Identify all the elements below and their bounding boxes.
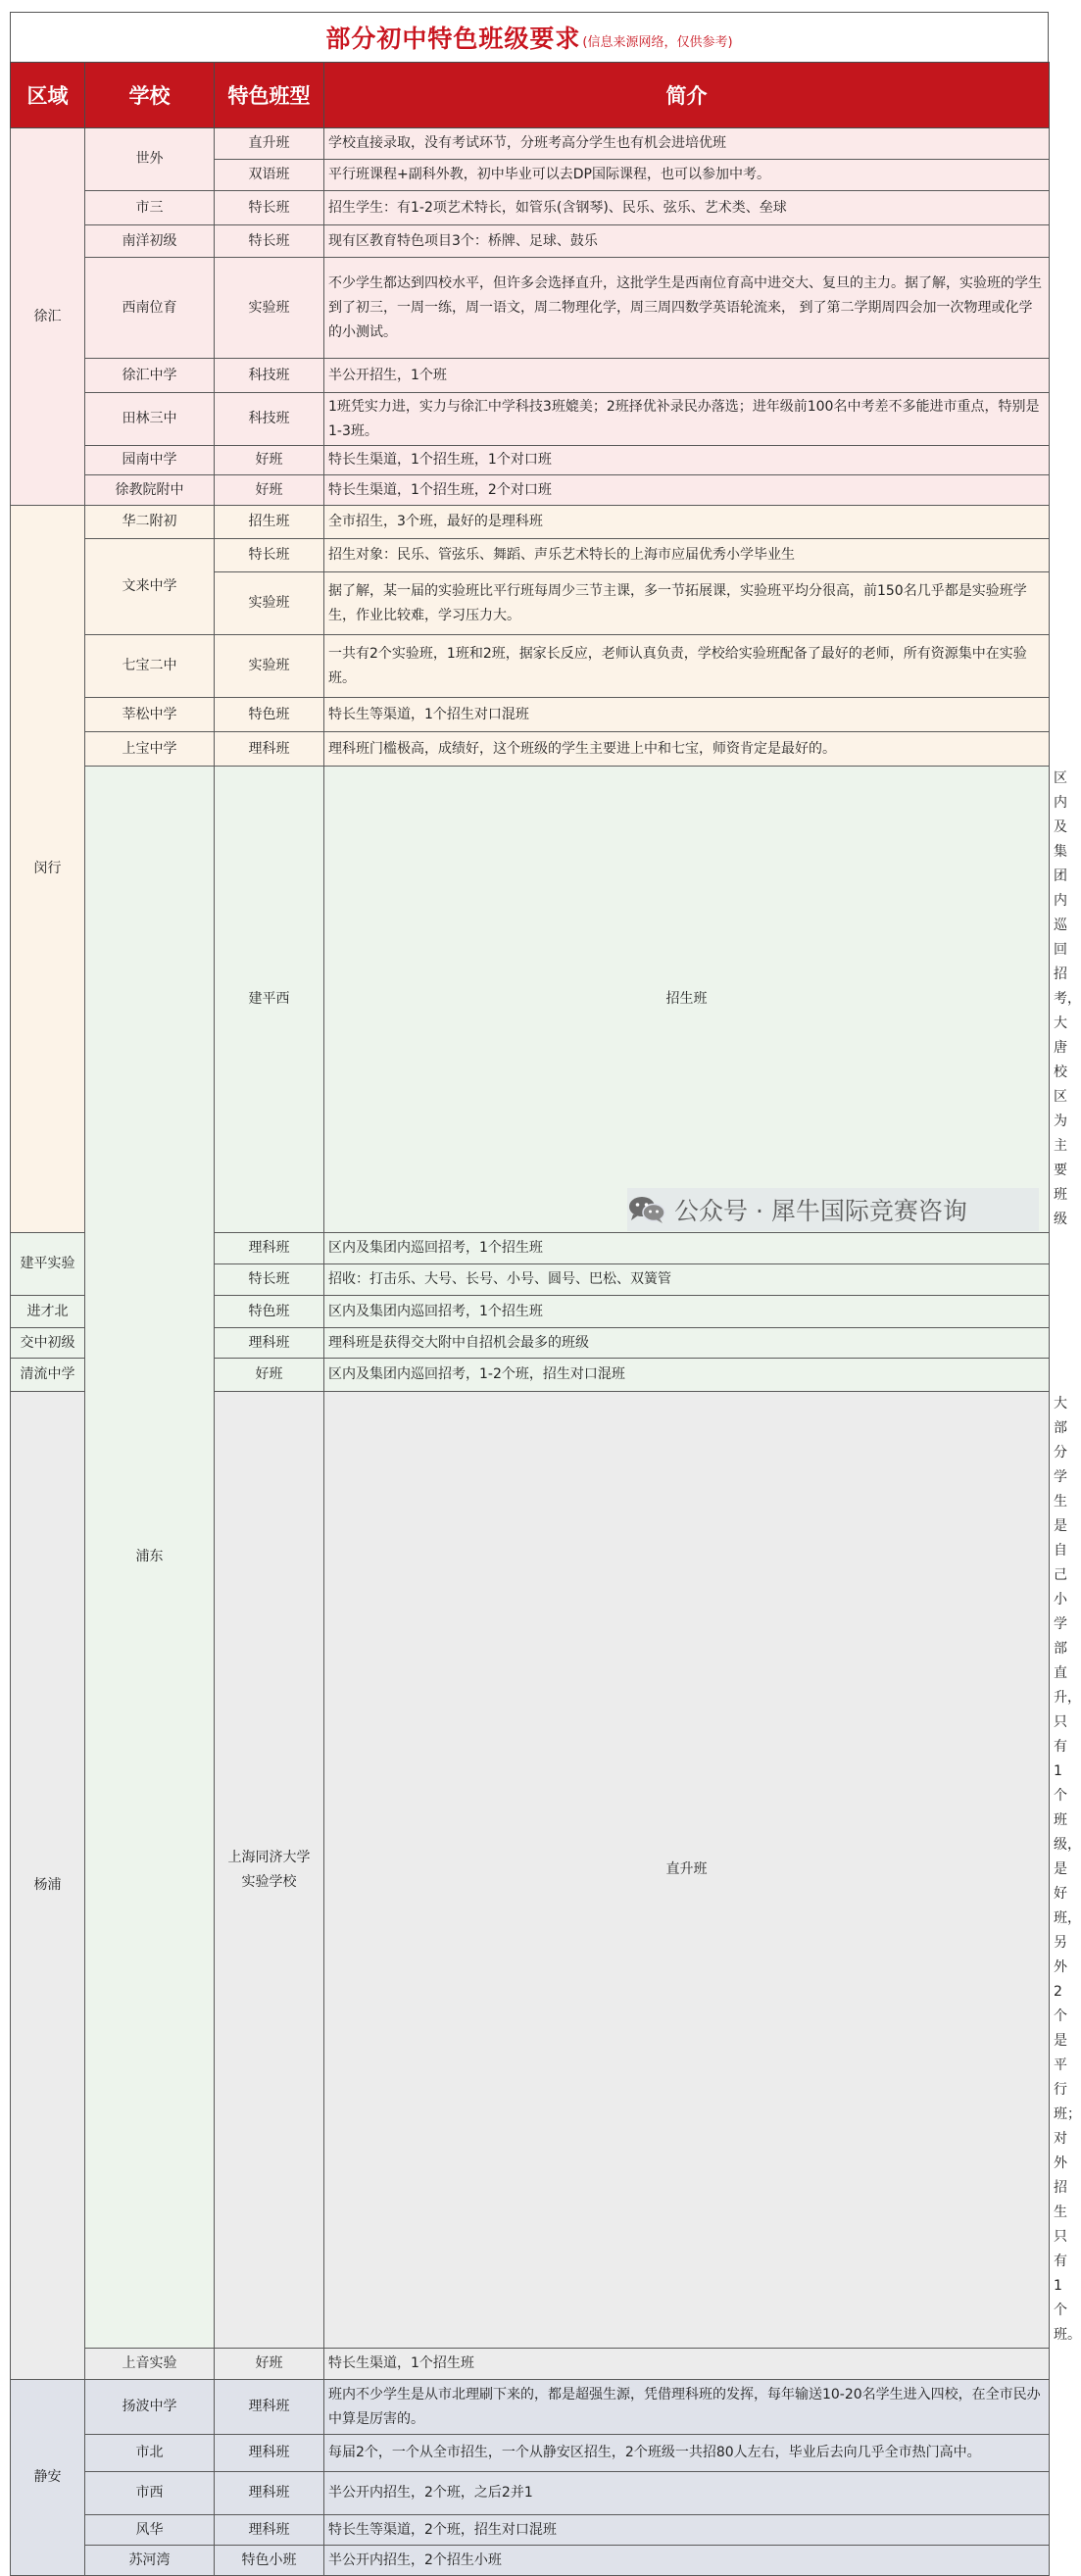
school-cell: 世外 [85, 128, 215, 191]
watermark-text: 公众号 · 犀牛国际竞赛咨询 [674, 1197, 967, 1225]
intro-cell: 每届2个，一个从全市招生，一个从静安区招生，2个班级一共招80人左右，毕业后去向几乎全市热门高中。 [324, 2435, 1050, 2472]
intro-cell: 特长生等渠道，1个招生对口混班 [324, 698, 1050, 732]
school-cell: 上宝中学 [85, 732, 215, 767]
school-cell: 进才北 [11, 1296, 85, 1328]
school-name-line: 上海同济大学 [227, 1849, 311, 1865]
school-cell: 风华 [85, 2515, 215, 2546]
class-type-cell: 招生班 [215, 506, 324, 539]
school-cell: 七宝二中 [85, 635, 215, 698]
header-region: 区域 [11, 63, 85, 128]
intro-cell: 平行班课程+副科外教，初中毕业可以去DP国际课程，也可以参加中考。 [324, 160, 1050, 191]
table-row [11, 2380, 1050, 2435]
school-cell: 苏河湾 [85, 2546, 215, 2576]
intro-cell: 特长生渠道，1个招生班 [324, 2349, 1050, 2380]
class-type-cell: 好班 [215, 446, 324, 475]
intro-cell: 1班凭实力进，实力与徐汇中学科技3班媲美；2班择优补录民办落选；进年级前100名中考差不多能进市重点，特别是1-3班。 [324, 393, 1050, 446]
class-type-cell: 实验班 [215, 258, 324, 359]
school-cell: 文来中学 [85, 539, 215, 635]
table-row [11, 2435, 1050, 2472]
class-type-cell: 实验班 [215, 635, 324, 698]
table-row [11, 393, 1050, 446]
class-type-cell: 理科班 [215, 2515, 324, 2546]
class-type-cell: 双语班 [215, 160, 324, 191]
school-cell: 西南位育 [85, 258, 215, 359]
intro-cell: 不少学生都达到四校水平，但许多会选择直升，这批学生是西南位育高中进交大、复旦的主力。据了解，实验班的学生到了初三，一周一练，周一语文，周二物理化学，周三周四数学英语轮流来， 到了第二学期周四会加一次物理或化学的小测试。 [324, 258, 1050, 359]
school-cell: 建平实验 [11, 1233, 85, 1296]
table-row [11, 698, 1050, 732]
school-cell: 南洋初级 [85, 225, 215, 258]
intro-cell: 班内不少学生是从市北理刷下来的，都是超强生源，凭借理科班的发挥，每年输送10-20名学生进入四校，在全市民办中算是厉害的。 [324, 2380, 1050, 2435]
class-type-cell: 理科班 [215, 2380, 324, 2435]
intro-cell: 半公开内招生，2个班，之后2并1 [324, 2472, 1050, 2515]
table-row [11, 191, 1050, 225]
school-cell: 市西 [85, 2472, 215, 2515]
class-type-cell: 实验班 [215, 572, 324, 635]
table-row [11, 475, 1050, 506]
class-type-cell: 好班 [215, 1359, 324, 1392]
class-type-cell: 特色班 [215, 698, 324, 732]
school-cell: 田林三中 [85, 393, 215, 446]
class-type-cell: 直升班 [324, 1392, 1050, 2349]
school-cell: 徐教院附中 [85, 475, 215, 506]
school-cell: 扬波中学 [85, 2380, 215, 2435]
class-type-cell: 特长班 [215, 539, 324, 572]
class-type-cell: 特长班 [215, 1264, 324, 1296]
intro-cell: 招生学生：有1-2项艺术特长，如管乐(含钢琴)、民乐、弦乐、艺术类、垒球 [324, 191, 1050, 225]
class-type-cell: 科技班 [215, 359, 324, 393]
watermark [627, 1188, 1039, 1231]
intro-cell: 特长生渠道，1个招生班，1个对口班 [324, 446, 1050, 475]
class-type-cell: 好班 [215, 2349, 324, 2380]
table-row [11, 506, 1050, 539]
region-cell: 闵行 [11, 506, 85, 1233]
source-note: (信息来源网络，仅供参考) [582, 34, 733, 50]
class-type-cell: 特色小班 [215, 2546, 324, 2576]
intro-cell: 学校直接录取，没有考试环节，分班考高分学生也有机会进培优班 [324, 128, 1050, 160]
intro-cell: 区内及集团内巡回招考，1个招生班 [324, 1296, 1050, 1328]
class-type-cell: 特色班 [215, 1296, 324, 1328]
school-cell [215, 1392, 324, 2349]
region-cell: 杨浦 [11, 1392, 85, 2380]
wechat-icon [627, 1195, 666, 1224]
region-cell: 徐汇 [11, 128, 85, 506]
intro-cell: 招生对象：民乐、管弦乐、舞蹈、声乐艺术特长的上海市应届优秀小学毕业生 [324, 539, 1050, 572]
intro-cell: 据了解，某一届的实验班比平行班每周少三节主课，多一节拓展课，实验班平均分很高，前150名几乎都是实验班学生，作业比较难，学习压力大。 [324, 572, 1050, 635]
table-row [11, 2472, 1050, 2515]
table-row [11, 446, 1050, 475]
table-row [11, 2349, 1050, 2380]
intro-cell: 半公开招生，1个班 [324, 359, 1050, 393]
school-cell: 清流中学 [11, 1359, 85, 1392]
table-row [11, 2515, 1050, 2546]
header-school: 学校 [85, 63, 215, 128]
school-name-line: 实验学校 [241, 1873, 297, 1890]
table-row [11, 359, 1050, 393]
class-type-cell: 好班 [215, 475, 324, 506]
class-type-cell: 理科班 [215, 1328, 324, 1359]
table-row [11, 635, 1050, 698]
class-type-cell: 理科班 [215, 2435, 324, 2472]
header-class-type: 特色班型 [215, 63, 324, 128]
intro-cell: 理科班是获得交大附中自招机会最多的班级 [324, 1328, 1050, 1359]
school-cell: 莘松中学 [85, 698, 215, 732]
table-title [10, 12, 1049, 62]
class-type-cell: 理科班 [215, 1233, 324, 1264]
school-cell: 市北 [85, 2435, 215, 2472]
class-type-cell: 特长班 [215, 225, 324, 258]
school-cell: 交中初级 [11, 1328, 85, 1359]
school-cell: 园南中学 [85, 446, 215, 475]
table-row [11, 128, 1050, 160]
class-type-cell: 特长班 [215, 191, 324, 225]
intro-cell: 特长生渠道，1个招生班，2个对口班 [324, 475, 1050, 506]
intro-cell: 现有区教育特色项目3个：桥牌、足球、鼓乐 [324, 225, 1050, 258]
class-type-cell: 直升班 [215, 128, 324, 160]
intro-cell: 一共有2个实验班，1班和2班，据家长反应，老师认真负责，学校给实验班配备了最好的老师，所有资源集中在实验班。 [324, 635, 1050, 698]
school-cell: 上音实验 [85, 2349, 215, 2380]
intro-cell: 全市招生，3个班，最好的是理科班 [324, 506, 1050, 539]
header-intro: 简介 [324, 63, 1050, 128]
table-frame [10, 12, 1081, 2576]
table-row [11, 539, 1050, 572]
table-row [11, 258, 1050, 359]
class-type-cell: 理科班 [215, 2472, 324, 2515]
intro-cell: 半公开内招生，2个招生小班 [324, 2546, 1050, 2576]
table-row [11, 2546, 1050, 2576]
intro-cell: 招收：打击乐、大号、长号、小号、圆号、巴松、双簧管 [324, 1264, 1050, 1296]
school-cell: 建平西 [215, 767, 324, 1233]
intro-cell: 特长生等渠道，2个班，招生对口混班 [324, 2515, 1050, 2546]
school-table [10, 62, 1081, 2576]
header-row [11, 63, 1050, 128]
school-cell: 市三 [85, 191, 215, 225]
school-cell: 华二附初 [85, 506, 215, 539]
intro-cell: 理科班门槛极高，成绩好，这个班级的学生主要进上中和七宝，师资肯定是最好的。 [324, 732, 1050, 767]
class-type-cell: 科技班 [215, 393, 324, 446]
class-type-cell: 理科班 [215, 732, 324, 767]
school-cell: 徐汇中学 [85, 359, 215, 393]
table-row: 浦东 建平西 招生班 区内及集团内巡回招考，大唐校区为主要班级 [11, 767, 1050, 1233]
intro-cell: 区内及集团内巡回招考，1-2个班，招生对口混班 [324, 1359, 1050, 1392]
table-row [11, 225, 1050, 258]
class-type-cell: 招生班 [324, 767, 1050, 1233]
page-title: 部分初中特色班级要求 [325, 25, 581, 53]
intro-cell: 区内及集团内巡回招考，1个招生班 [324, 1233, 1050, 1264]
region-cell: 静安 [11, 2380, 85, 2576]
region-cell: 浦东 [85, 767, 215, 2349]
table-row: 杨浦 上海同济大学 实验学校 直升班 大部分学生是自己小学部直升，只有1个班级，是好班，另外2个是平行班；对外招生只有1个班。 [11, 1392, 1050, 2349]
table-row [11, 732, 1050, 767]
